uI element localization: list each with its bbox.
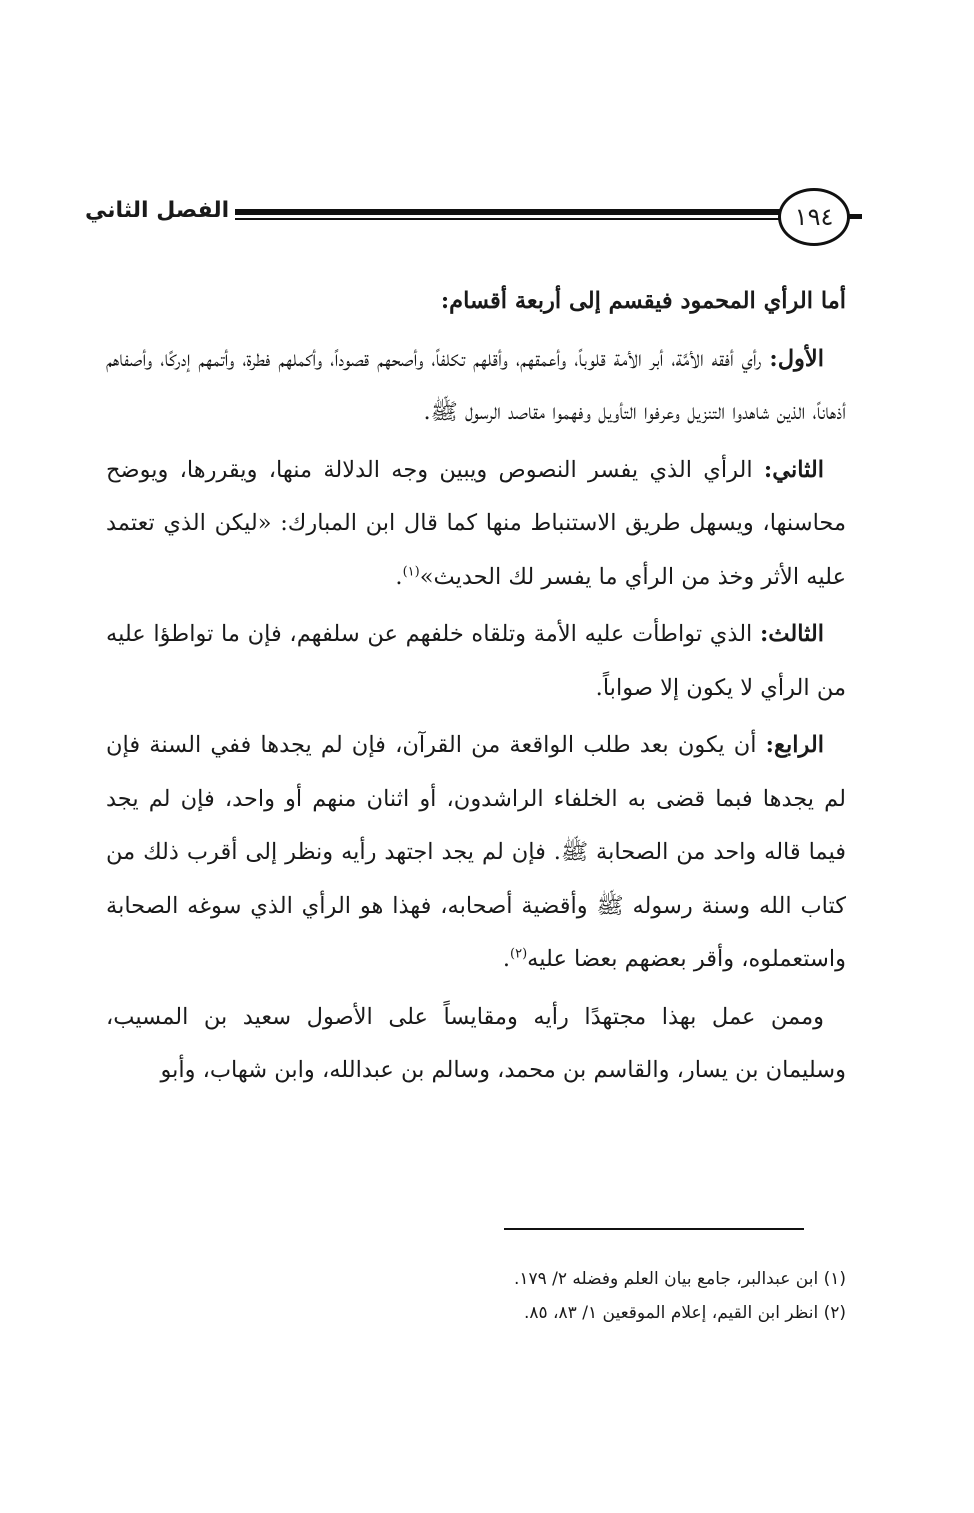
paragraph-second — [106, 444, 846, 605]
paragraph-first-text: رأي أفقه الأمَّة، أبر الأمة قلوباً، وأعمقهم، وأقلهم تكلفاً، وأصحهم قصوداً، وأكملهم فطرة، وأتمهم إدركًا، وأصفاهم أذهاناً، الذين شاهدوا التنزيل وعرفوا التأويل وفهموا مقاصد الرسول ﷺ. — [106, 345, 846, 425]
chapter-title: الفصل الثاني — [85, 198, 230, 223]
footnote-ref-1[interactable]: (١) — [402, 564, 420, 579]
footnote-1: (١) ابن عبدالبر، جامع بيان العلم وفضله ٢/ ١٧٩. — [513, 1269, 846, 1289]
intro-paragraph: أما الرأي المحمود فيقسم إلى أربعة أقسام: — [440, 288, 846, 314]
page-number: ١٩٤ — [778, 188, 850, 246]
running-header — [85, 188, 850, 248]
footnote-ref-2[interactable]: (٢) — [510, 946, 528, 962]
header-rule — [235, 209, 780, 221]
paragraph-second-text: الرأي الذي يفسر النصوص ويبين وجه الدلالة منها، ويقررها، ويوضح محاسنها، ويسهل طريق الاستنباط منها كما قال ابن المبارك: «ليكن الذي تعتمد عليه الأثر وخذ من الرأي ما يفسر لك الحديث» — [106, 456, 846, 590]
paragraph-third — [106, 608, 846, 715]
paragraph-closing: وممن عمل بهذا مجتهدًا رأيه ومقايساً على الأصول سعيد بن المسيب، وسليمان بن يسار، والقاسم بن محمد، وسالم بن عبدالله، وابن شهاب، وأبو — [106, 1003, 846, 1083]
page-number-ornament — [848, 214, 862, 219]
body-text — [106, 275, 846, 1102]
paragraph-first — [106, 333, 846, 440]
header-rule-thick — [235, 209, 780, 215]
paragraph-fourth-lead: الرابع: — [765, 732, 824, 758]
paragraph-first-lead: الأول: — [769, 345, 824, 372]
paragraph-third-lead: الثالث: — [759, 621, 824, 647]
header-rule-thin — [235, 218, 780, 220]
footnotes — [106, 1262, 846, 1330]
paragraph-fourth-end: . — [502, 946, 511, 972]
paragraph-second-end: . — [395, 563, 403, 590]
paragraph-third-text: الذي تواطأت عليه الأمة وتلقاه خلفهم عن سلفهم، فإن ما تواطؤا عليه من الرأي لا يكون إلا صواباً. — [106, 621, 846, 701]
footnote-separator — [504, 1228, 804, 1230]
footnote-2: (٢) انظر ابن القيم، إعلام الموقعين ١/ ٨٣، ٨٥. — [523, 1303, 846, 1323]
paragraph-second-lead: الثاني: — [763, 456, 824, 483]
paragraph-fourth — [106, 719, 846, 987]
paragraph-fourth-text: أن يكون بعد طلب الواقعة من القرآن، فإن لم يجدها ففي السنة فإن لم يجدها فبما قضى به الخلفاء الراشدون، أو اثنان منهم أو واحد، فإن لم يجد فيما قاله واحد من الصحابة ﷺ. فإن لم يجد اجتهد رأيه ونظر إلى أقرب ذلك من كتاب الله وسنة رسوله ﷺ وأقضية أصحابه، فهذا هو الرأي الذي سوغه الصحابة واستعملوه، وأقر بعضهم بعضا عليه — [106, 732, 846, 972]
